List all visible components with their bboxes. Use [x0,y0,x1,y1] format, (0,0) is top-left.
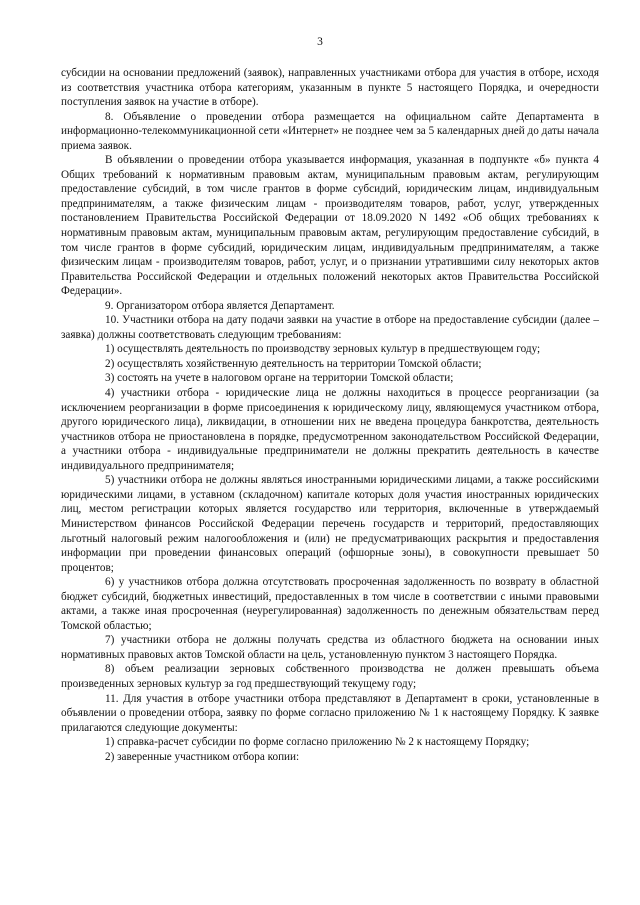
requirement-8: 8) объем реализации зерновых собственного производства не должен превышать объема произведенных зерновых культур за год предшествующий текущему году; [61,663,599,690]
paragraph-announcement-info: В объявлении о проведении отбора указывается информация, указанная в подпункте «б» пункта 4 Общих требований к нормативным правовым актам, муниципальным правовым актам, регулирующим предоставление субсидий, в том числе грантов в форме субсидий, юридическим лицам, индивидуальным предпринимателям, а также физическим лицам - производителям товаров, работ, услуг, утвержденных постановлением Правительства Российской Федерации от 18.09.2020 N 1492 «Об общих требованиях к нормативным правовым актам, муниципальным правовым актам, регулирующим предоставление субсидий, в том числе грантов в форме субсидий, юридическим лицам, индивидуальным предпринимателям, а также физическим лицам - производителям товаров, работ, услуг, и о признании утратившими силу некоторых актов Правительства Российской Федерации и отдельных положений некоторых актов Правительства Российской Федерации». [61,154,599,298]
document-item-2: 2) заверенные участником отбора копии: [105,750,300,763]
requirement-7: 7) участники отбора не должны получать средства из областного бюджета на основании иных нормативных правовых актов Томской области на цель, установленную пунктом 3 настоящего Порядка. [61,634,599,661]
paragraph-9-organizer: 9. Организатором отбора является Департамент. [105,299,335,312]
paragraph-8-announcement: 8. Объявление о проведении отбора размещается на официальном сайте Департамента в информационно-телекоммуникационной сети «Интернет» не позднее чем за 5 календарных дней до даты начала приема заявок. [61,110,599,152]
requirement-4: 4) участники отбора - юридические лица не должны находиться в процессе реорганизации (за исключением реорганизации в форме присоединения к юридическому лицу, являющемуся участником отбора, другого юридического лица), ликвидации, в отношении них не введена процедура банкротства, деятельность участников отбора не приостановлена в порядке, предусмотренном законодательством Российской Федерации, а участники отбора - индивидуальные предприниматели не должны прекратить деятельность в качестве индивидуального предпринимателя; [61,387,599,472]
requirement-1: 1) осуществлять деятельность по производству зерновых культур в предшествующем году; [105,343,541,356]
requirement-6: 6) у участников отбора должна отсутствовать просроченная задолженность по возврату в областной бюджет субсидий, бюджетных инвестиций, предоставленных в том числе в соответствии с иными правовыми актами, а также иная просроченная (неурегулированная) задолженность по денежным обязательствам перед Томской областью; [61,576,599,632]
requirement-5: 5) участники отбора не должны являться иностранными юридическими лицами, а также российскими юридическими лицами, в уставном (складочном) капитале которых доля участия иностранных юридических лиц, местом регистрации которых является государство или территория, включенные в утверждаемый Министерством финансов Российской Федерации перечень государств и территорий, предоставляющих льготный налоговый режим налогообложения и (или) не предусматривающих раскрытия и предоставления информации при проведении финансовых операций (офшорные зоны), в совокупности превышает 50 процентов; [61,474,599,574]
paragraph-10-requirements: 10. Участники отбора на дату подачи заявки на участие в отборе на предоставление субсидии (далее – заявка) должны соответствовать следующим требованиям: [61,314,599,341]
requirement-3: 3) состоять на учете в налоговом органе на территории Томской области; [105,372,454,385]
paragraph-11-application: 11. Для участия в отборе участники отбора представляют в Департамент в сроки, установленные в объявлении о проведении отбора, заявку по форме согласно приложению № 1 к настоящему Порядку. К заявке прилагаются следующие документы: [61,692,599,734]
paragraph-subsidy-basis: субсидии на основании предложений (заявок), направленных участниками отбора для участия в отборе, исходя из соответствия участника отбора категориям, указанным в пункте 5 настоящего Порядка, и очередности поступления заявок на участие в отборе). [61,67,599,109]
document-body [61,66,599,764]
requirement-2: 2) осуществлять хозяйственную деятельность на территории Томской области; [105,357,482,370]
document-item-1: 1) справка-расчет субсидии по форме согласно приложению № 2 к настоящему Порядку; [105,736,530,749]
page-number: 3 [317,36,323,48]
